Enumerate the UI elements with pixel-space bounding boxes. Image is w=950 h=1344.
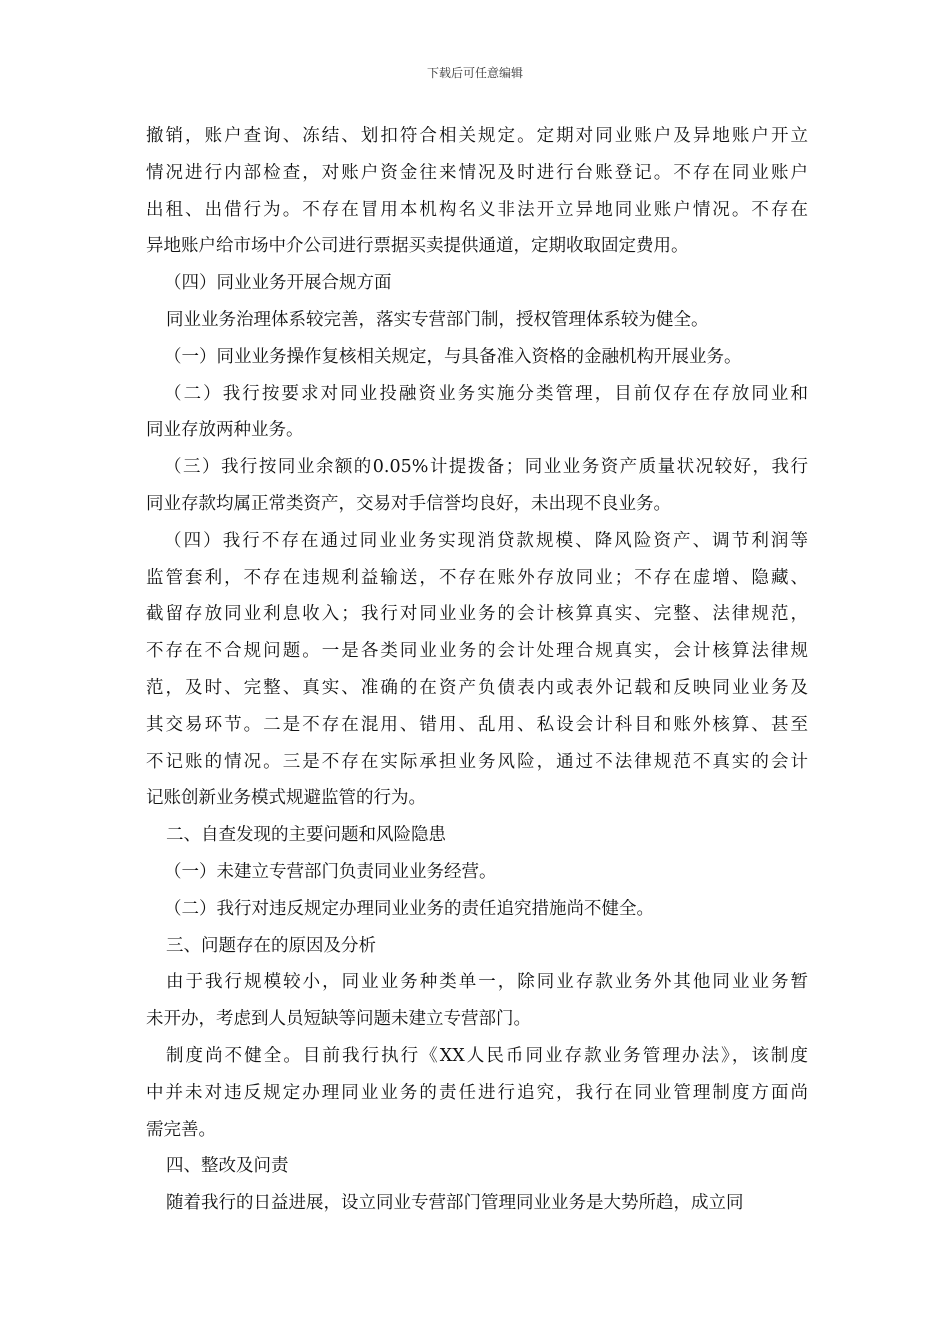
paragraph-line: （四）同业业务开展合规方面 [164, 273, 392, 294]
paragraph-line: 制度尚不健全。目前我行执行《XX人民币同业存款业务管理办法》，该制度 [166, 1045, 808, 1066]
paragraph-p5 [146, 376, 808, 450]
paragraph-line: 四、整改及问责 [166, 1156, 289, 1177]
paragraph-line: 撤销，账户查询、冻结、划扣符合相关规定。定期对同业账户及异地账户开立 [146, 126, 808, 146]
paragraph-line: 未开办，考虑到人员短缺等问题未建立专营部门。 [146, 1009, 531, 1030]
paragraph-line: 出租、出借行为。不存在冒用本机构名义非法开立异地同业账户情况。不存在 [146, 199, 808, 220]
paragraph-line: 需完善。 [146, 1119, 216, 1140]
paragraph-line: 随着我行的日益进展，设立同业专营部门管理同业业务是大势所趋，成立同 [166, 1193, 744, 1214]
document-body [146, 118, 808, 1222]
paragraph-p13 [146, 1038, 808, 1148]
paragraph-line: （二）我行对违反规定办理同业业务的责任追究措施尚不健全。 [164, 898, 654, 919]
paragraph-line: （二）我行按要求对同业投融资业务实施分类管理，目前仅存在存放同业和 [164, 383, 808, 404]
paragraph-line: 情况进行内部检查，对账户资金往来情况及时进行台账登记。不存在同业账户 [146, 162, 808, 183]
paragraph-line: 不存在不合规问题。一是各类同业业务的会计处理合规真实，会计核算法律规 [146, 641, 808, 662]
paragraph-line: 截留存放同业利息收入；我行对同业业务的会计核算真实、完整、法律规范， [146, 604, 808, 625]
paragraph-line: 异地账户给市场中介公司进行票据买卖提供通道，定期收取固定费用。 [146, 236, 689, 257]
paragraph-line: （四）我行不存在通过同业业务实现消贷款规模、降风险资产、调节利润等 [164, 530, 808, 551]
paragraph-line: 监管套利，不存在违规利益输送，不存在账外存放同业；不存在虚增、隐藏、 [146, 567, 808, 588]
paragraph-line: （一）未建立专营部门负责同业业务经营。 [164, 861, 497, 882]
paragraph-p4 [146, 339, 808, 376]
paragraph-line: 同业存款均属正常类资产，交易对手信誉均良好，未出现不良业务。 [146, 493, 671, 514]
paragraph-p8 [146, 817, 808, 854]
paragraph-p9 [146, 854, 808, 891]
paragraph-line: 其交易环节。二是不存在混用、错用、乱用、私设会计科目和账外核算、甚至 [146, 714, 808, 735]
page-header-note: 下载后可任意编辑 [426, 66, 523, 80]
paragraph-line: 三、问题存在的原因及分析 [166, 935, 376, 956]
paragraph-p7 [146, 523, 808, 817]
paragraph-line: 中并未对违反规定办理同业业务的责任进行追究，我行在同业管理制度方面尚 [146, 1082, 808, 1103]
paragraph-p6 [146, 449, 808, 523]
paragraph-p2 [146, 265, 808, 302]
paragraph-p15 [146, 1185, 808, 1222]
paragraph-p3 [146, 302, 808, 339]
paragraph-p1 [146, 118, 808, 265]
paragraph-p10 [146, 891, 808, 928]
paragraph-p14 [146, 1148, 808, 1185]
paragraph-line: 同业业务治理体系较完善，落实专营部门制，授权管理体系较为健全。 [166, 309, 709, 330]
paragraph-line: 二、自查发现的主要问题和风险隐患 [166, 825, 446, 846]
paragraph-p11 [146, 928, 808, 965]
paragraph-line: 同业存放两种业务。 [146, 420, 304, 441]
paragraph-line: 记账创新业务模式规避监管的行为。 [146, 788, 426, 809]
paragraph-line: （三）我行按同业余额的0.05%计提拨备；同业业务资产质量状况较好，我行 [164, 457, 808, 478]
paragraph-p12 [146, 964, 808, 1038]
paragraph-line: 范，及时、完整、真实、准确的在资产负债表内或表外记载和反映同业业务及 [146, 677, 808, 698]
paragraph-line: （一）同业业务操作复核相关规定，与具备准入资格的金融机构开展业务。 [164, 346, 742, 367]
paragraph-line: 由于我行规模较小，同业业务种类单一，除同业存款业务外其他同业业务暂 [166, 972, 808, 993]
paragraph-line: 不记账的情况。三是不存在实际承担业务风险，通过不法律规范不真实的会计 [146, 751, 808, 772]
